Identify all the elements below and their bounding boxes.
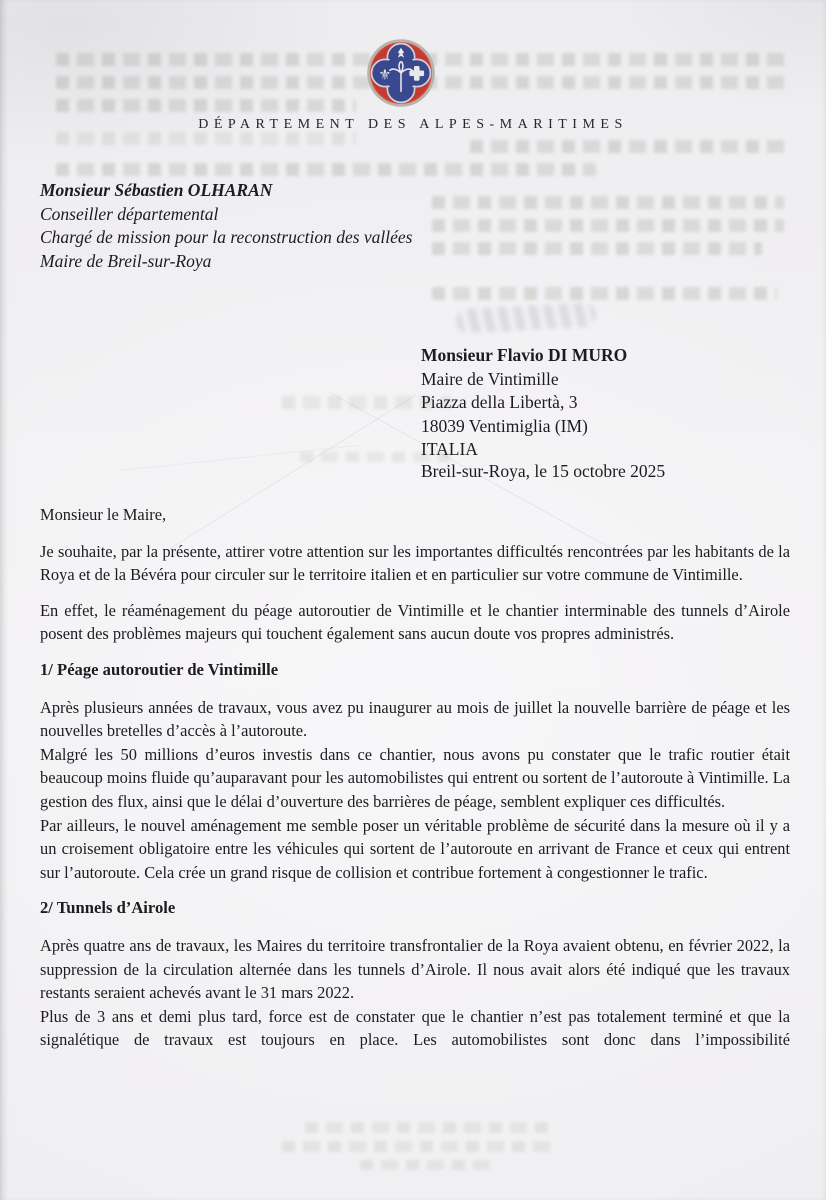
alpes-maritimes-emblem-logo: [366, 38, 436, 108]
bleedthrough-line: [282, 1141, 554, 1152]
letter-body: [40, 503, 790, 1052]
paragraph: Après plusieurs années de travaux, vous avez pu inaugurer au mois de juillet la nouvelle barrière de péage et les nouvelles bretelles d’accès à l’autoroute.: [40, 697, 790, 741]
sender-title: Chargé de mission pour la reconstruction des vallées: [40, 227, 413, 247]
recipient-name: Monsieur Flavio DI MURO: [421, 345, 628, 365]
recipient-address-line: ITALIA: [421, 439, 478, 459]
paper-crease: [120, 445, 359, 471]
recipient-address-line: Piazza della Libertà, 3: [421, 392, 578, 412]
section-heading-peage: 1/ Péage autoroutier de Vintimille: [40, 659, 279, 679]
salutation: Monsieur le Maire,: [40, 505, 167, 524]
section-heading-tunnels: 2/ Tunnels d’Airole: [40, 898, 176, 918]
date-line: Breil-sur-Roya, le 15 octobre 2025: [421, 461, 666, 481]
bleedthrough-line: [470, 140, 788, 153]
sender-block: [40, 179, 412, 273]
bleedthrough-line: [360, 1160, 490, 1170]
paragraph: En effet, le réaménagement du péage autoroutier de Vintimille et le chantier interminable des tunnels d’Airole posent des problèmes majeurs qui touchent également sans aucun doute vos propres administrés.: [40, 600, 790, 644]
sender-name: Monsieur Sébastien OLHARAN: [40, 180, 273, 200]
paragraph: Je souhaite, par la présente, attirer votre attention sur les importantes difficultés rencontrées par les habitants de la Roya et de la Bévéra pour circuler sur le territoire italien et en particulier sur votre commune de Vintimille.: [40, 541, 790, 585]
sender-title: Conseiller départemental: [40, 203, 219, 224]
department-name: DÉPARTEMENT DES ALPES-MARITIMES: [198, 117, 628, 132]
recipient-address-line: Maire de Vintimille: [421, 368, 559, 389]
bleedthrough-signature: [455, 302, 596, 333]
recipient-address-line: 18039 Ventimiglia (IM): [421, 415, 588, 436]
paragraph: Malgré les 50 millions d’euros investis dans ce chantier, nous avons pu constater que le trafic routier était beaucoup moins fluide qu’auparavant pour les automobilistes qui entrent ou sortent de l’autoroute à Vintimille. La gestion des flux, ainsi que le délai d’ouverture des barrières de péage, semblent expliquer ces difficultés.: [40, 744, 790, 811]
letterhead: [0, 38, 826, 133]
bleedthrough-line: [432, 219, 784, 232]
bleedthrough-line: [432, 242, 762, 255]
paragraph: Après quatre ans de travaux, les Maires du territoire transfrontalier de la Roya avaient obtenu, en février 2022, la suppression de la circulation alternée dans les tunnels d’Airole. Il nous avait alors été indiqué que les travaux restants seraient achevés avant le 31 mars 2022.: [40, 935, 790, 1003]
bleedthrough-line: [432, 287, 777, 300]
fleur-de-lis-icon: ⚜: [378, 67, 392, 84]
sender-title: Maire de Breil-sur-Roya: [40, 250, 212, 271]
bleedthrough-line: [305, 1122, 555, 1133]
bleedthrough-line: [56, 132, 356, 145]
bleedthrough-line: [432, 196, 784, 209]
bleedthrough-line: [56, 163, 596, 176]
paragraph: Plus de 3 ans et demi plus tard, force est de constater que le chantier n’est pas totalement terminé et que la signalétique de travaux est toujours en place. Les automobilistes sont donc dans l’impossibilité: [40, 1006, 790, 1050]
recipient-block: [421, 344, 627, 462]
paragraph: Par ailleurs, le nouvel aménagement me semble poser un véritable problème de sécurité dans la mesure où il y a un croisement obligatoire entre les véhicules qui sortent de l’autoroute en arrivant de France et ceux qui entrent sur l’autoroute. Cela crée un grand risque de collision et contribue fortement à congestionner le trafic.: [40, 815, 790, 882]
